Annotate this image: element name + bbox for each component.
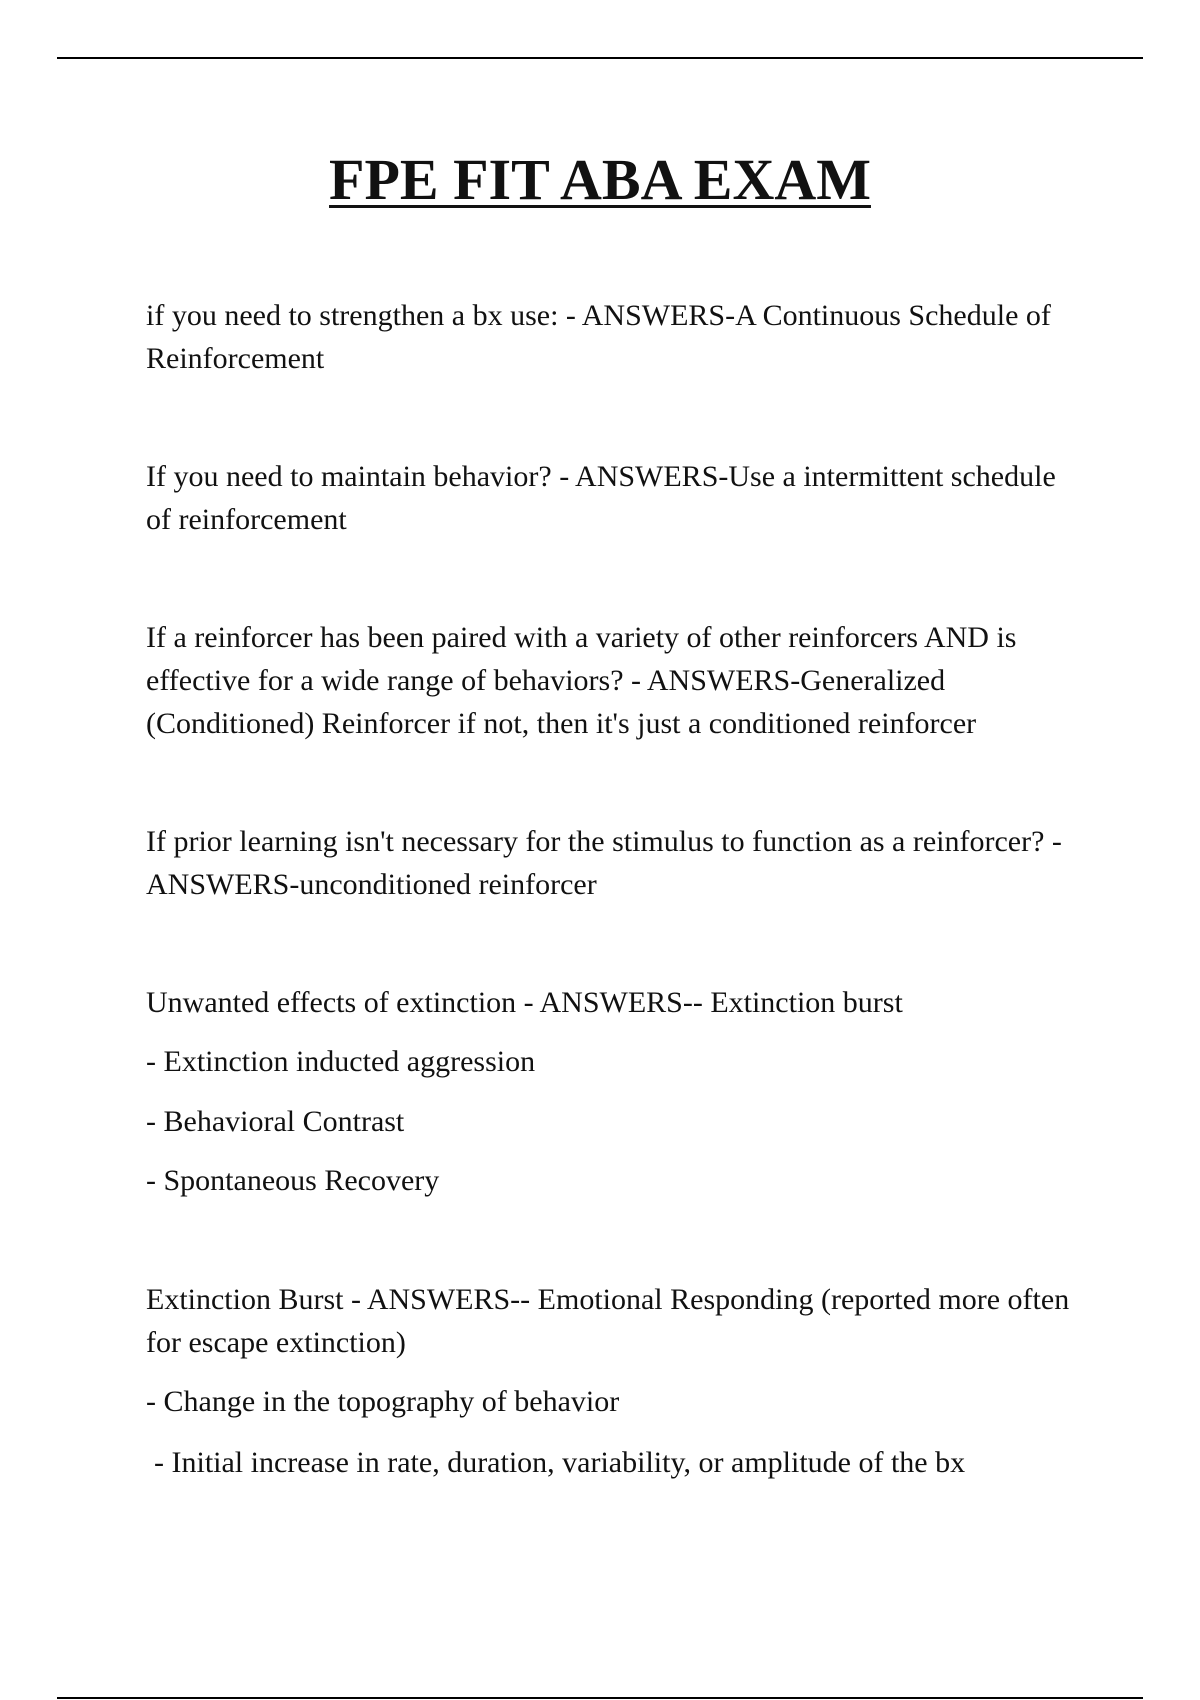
qa-item-2: If you need to maintain behavior? - ANSWERS-Use a intermittent schedule of reinforcement (146, 460, 1056, 536)
page-title-text: FPE FIT ABA EXAM (329, 147, 871, 212)
bottom-rule (57, 1697, 1143, 1699)
qa-item-5-bullet-2: - Behavioral Contrast (146, 1105, 405, 1138)
qa-item-6-bullet-2: - Initial increase in rate, duration, variability, or amplitude of the bx (154, 1446, 966, 1479)
top-rule (57, 57, 1143, 59)
qa-item-6: Extinction Burst - ANSWERS-- Emotional Responding (reported more often for escape extinction) (146, 1283, 1070, 1359)
qa-item-5-bullet-3: - Spontaneous Recovery (146, 1164, 440, 1197)
page-title (0, 148, 1200, 212)
qa-item-6-bullet-1: - Change in the topography of behavior (146, 1385, 620, 1418)
qa-item-3: If a reinforcer has been paired with a variety of other reinforcers AND is effective for a wide range of behaviors? - ANSWERS-Generalized (Conditioned) Reinforcer if not, then it's just a conditioned reinforcer (146, 621, 1017, 740)
qa-item-5: Unwanted effects of extinction - ANSWERS-- Extinction burst (146, 986, 903, 1019)
qa-item-5-bullet-1: - Extinction inducted aggression (146, 1045, 536, 1078)
qa-item-1: if you need to strengthen a bx use: - ANSWERS-A Continuous Schedule of Reinforcement (146, 299, 1051, 375)
qa-item-4: If prior learning isn't necessary for the stimulus to function as a reinforcer? - ANSWERS-unconditioned reinforcer (146, 825, 1062, 901)
